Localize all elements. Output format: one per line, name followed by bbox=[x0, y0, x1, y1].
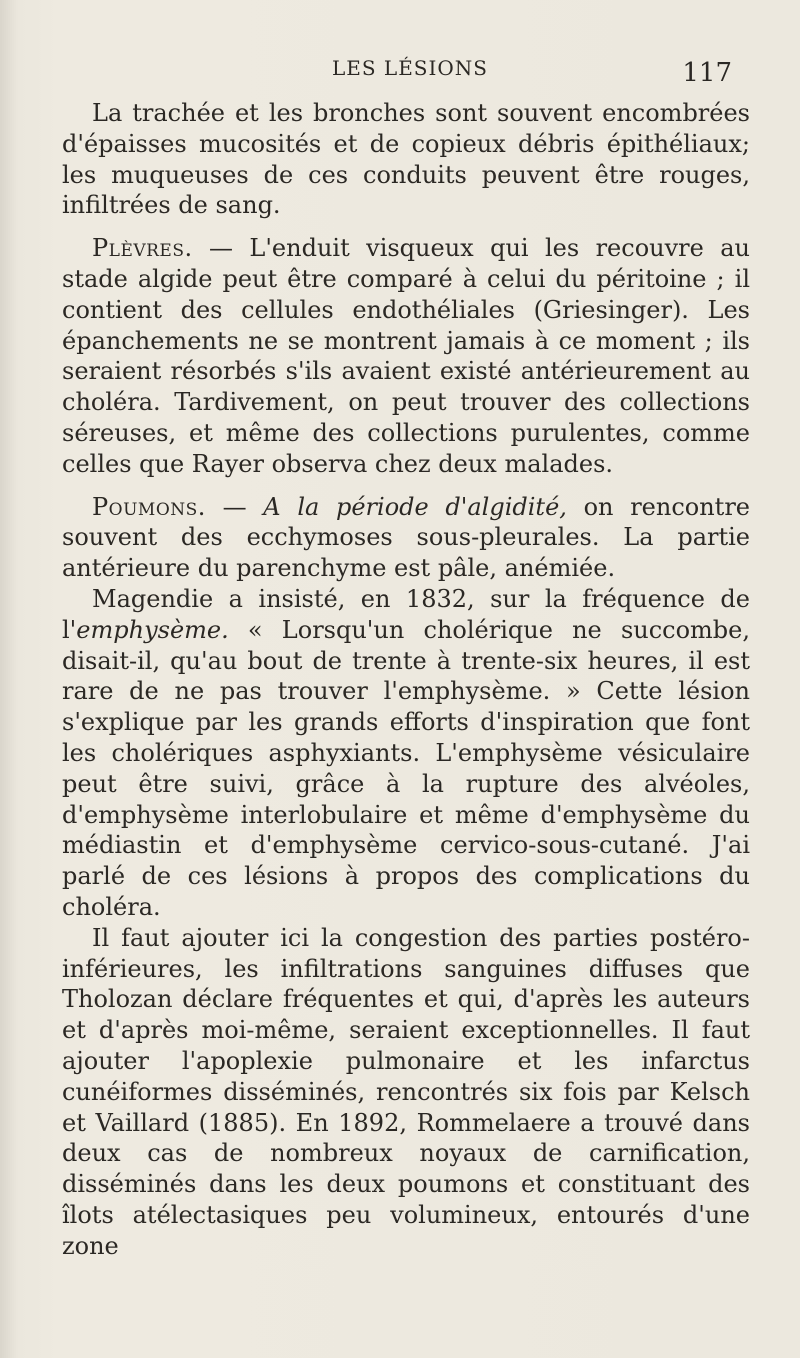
section-heading-poumons: Poumons. bbox=[92, 492, 206, 521]
running-head: LES LÉSIONS bbox=[331, 56, 489, 80]
paragraph-text: « Lorsqu'un cholérique ne succombe, disait-il, qu'au bout de trente à trente-six heures, il est rare de ne pas trouver l'emphysème. » Cette lésion s'explique par les grands efforts d'inspiration que font les cholériques asphyxiants. L'emphysème vésiculaire peut être suivi, grâce à la rupture des alvéoles, d'emphysème interlobulaire et même d'emphysème du médiastin et d'emphysème cervico-sous-cutané. J'ai parlé de ces lésions à propos des complications du choléra. bbox=[62, 615, 750, 921]
paragraph-plevres bbox=[62, 233, 750, 479]
page-header bbox=[60, 56, 760, 96]
italic-phrase: A la période d'algidité, bbox=[263, 492, 567, 521]
paragraph-poumons bbox=[62, 492, 750, 584]
paragraph-text: La trachée et les bronches sont souvent encombrées d'épaisses mucosités et de copieux débris épithéliaux; les muqueuses de ces conduits peuvent être rouges, infiltrées de sang. bbox=[62, 99, 750, 220]
paragraph-text: on rencontre souvent des ecchymoses sous-pleurales. La partie antérieure du parenchyme est pâle, anémiée. bbox=[62, 492, 751, 583]
page-number: 117 bbox=[682, 58, 732, 88]
paragraph-magendie bbox=[62, 584, 750, 923]
paragraph-congestion bbox=[62, 923, 750, 1262]
body-text bbox=[62, 98, 750, 1273]
paragraph-text-lead: — bbox=[205, 492, 264, 521]
paragraph-trachea bbox=[62, 98, 750, 221]
paragraph-text: Il faut ajouter ici la congestion des parties postéro-inférieures, les infiltrations sanguines diffuses que Tholozan déclare fréquentes et qui, d'après les auteurs et d'après moi-même, seraient exceptionnelles. Il faut ajouter l'apoplexie pulmonaire et les infarctus cunéiformes disséminés, rencontrés six fois par Kelsch et Vaillard (1885). En 1892, Rommelaere a trouvé dans deux cas de nombreux noyaux de carnification, disséminés dans les deux poumons et constituant des îlots atélectasiques peu volumineux, entourés d'une zone bbox=[62, 923, 750, 1260]
paragraph-text: — L'enduit visqueux qui les recouvre au stade algide peut être comparé à celui du péritoine ; il contient des cellules endothéliales (Griesinger). Les épanchements ne se montrent jamais à ce moment ; ils seraient résorbés s'ils avaient existé antérieurement au choléra. Tardivement, on peut trouver des collections séreuses, et même des collections purulentes, comme celles que Rayer observa chez deux malades. bbox=[62, 234, 750, 478]
paragraph-text-lead: Magendie a insisté, en 1832, sur la fréquence de l' bbox=[62, 584, 750, 644]
section-heading-plevres: Plèvres. bbox=[92, 234, 193, 263]
italic-term: emphysème. bbox=[76, 615, 229, 644]
